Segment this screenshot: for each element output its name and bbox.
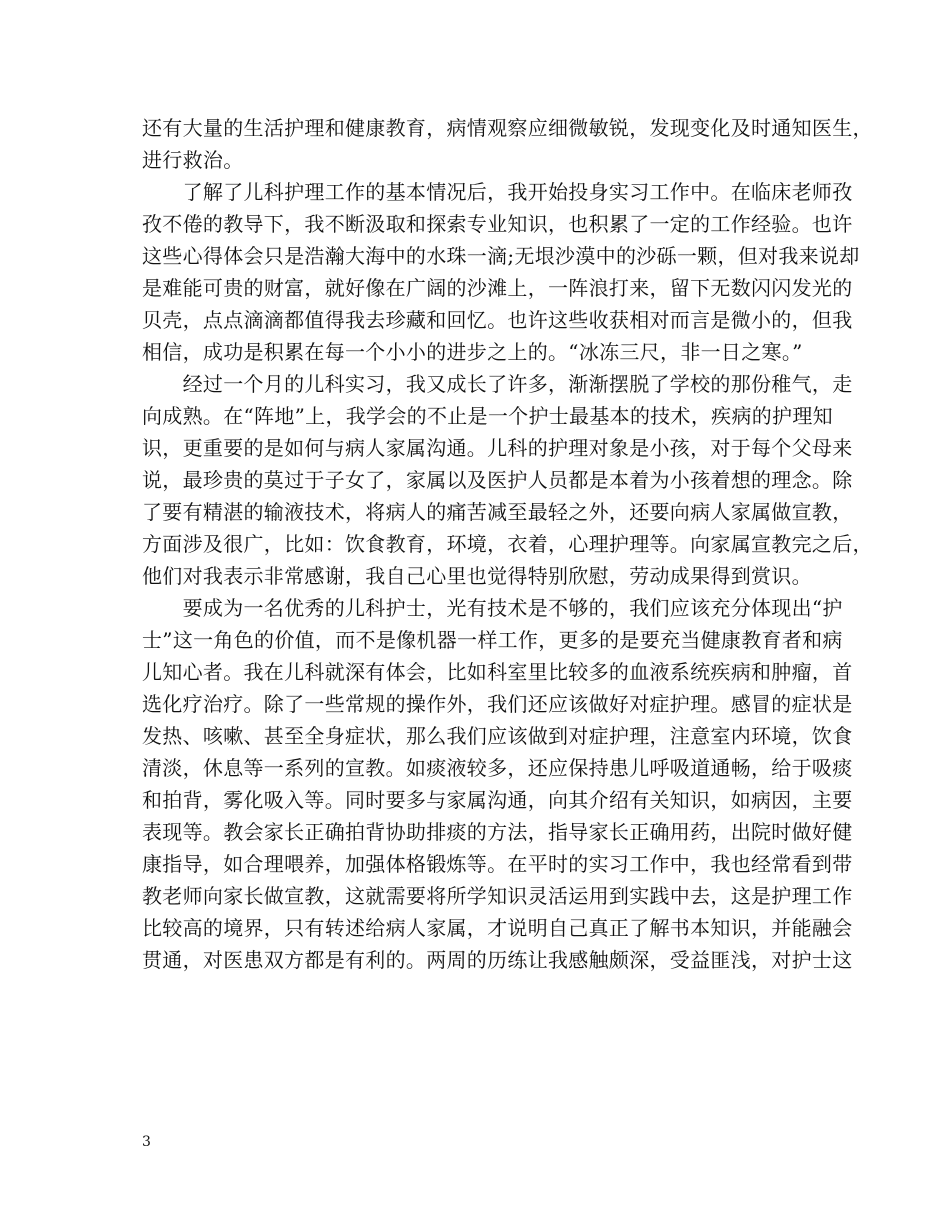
text-line: 康指导，如合理喂养，加强体格锻炼等。在平时的实习工作中，我也经常看到带 [142, 852, 853, 876]
text-line: 要成为一名优秀的儿科护士，光有技术是不够的，我们应该充分体现出“护 [142, 596, 843, 620]
text-line: 选化疗治疗。除了一些常规的操作外，我们还应该做好对症护理。感冒的症状是 [142, 692, 853, 716]
text-line: 士”这一角色的价值，而不是像机器一样工作，更多的是要充当健康教育者和病 [142, 628, 843, 652]
text-line: 和拍背，雾化吸入等。同时要多与家属沟通，向其介绍有关知识，如病因，主要 [142, 788, 853, 812]
text-line: 方面涉及很广，比如：饮食教育，环境，衣着，心理护理等。向家属宣教完之后， [142, 532, 873, 556]
text-line: 这些心得体会只是浩瀚大海中的水珠一滴;无垠沙漠中的沙砾一颗，但对我来说却 [142, 244, 860, 268]
text-line: 了解了儿科护理工作的基本情况后，我开始投身实习工作中。在临床老师孜 [142, 180, 853, 204]
text-line: 贝壳，点点滴滴都值得我去珍藏和回忆。也许这些收获相对而言是微小的，但我 [142, 308, 853, 332]
text-line: 他们对我表示非常感谢，我自己心里也觉得特别欣慰，劳动成果得到赏识。 [142, 564, 812, 588]
text-line: 还有大量的生活护理和健康教育，病情观察应细微敏锐，发现变化及时通知医生， [142, 116, 873, 140]
text-line: 表现等。教会家长正确拍背协助排痰的方法，指导家长正确用药，出院时做好健 [142, 820, 853, 844]
text-line: 发热、咳嗽、甚至全身症状，那么我们应该做到对症护理，注意室内环境，饮食 [142, 724, 853, 748]
text-line: 了要有精湛的输液技术，将病人的痛苦减至最轻之外，还要向病人家属做宣教， [142, 500, 853, 524]
text-line: 儿知心者。我在儿科就深有体会，比如科室里比较多的血液系统疾病和肿瘤，首 [142, 660, 853, 684]
text-line: 贯通，对医患双方都是有利的。两周的历练让我感触颇深，受益匪浅，对护士这 [142, 948, 853, 972]
text-line: 是难能可贵的财富，就好像在广阔的沙滩上，一阵浪打来，留下无数闪闪发光的 [142, 276, 853, 300]
text-line: 说，最珍贵的莫过于子女了，家属以及医护人员都是本着为小孩着想的理念。除 [142, 468, 853, 492]
text-line: 教老师向家长做宣教，这就需要将所学知识灵活运用到实践中去，这是护理工作 [142, 884, 853, 908]
body-text [142, 112, 873, 976]
text-line: 清淡，休息等一系列的宣教。如痰液较多，还应保持患儿呼吸道通畅，给于吸痰 [142, 756, 853, 780]
text-line: 向成熟。在“阵地”上，我学会的不止是一个护士最基本的技术，疾病的护理知 [142, 404, 833, 428]
text-line: 比较高的境界，只有转述给病人家属，才说明自己真正了解书本知识，并能融会 [142, 916, 853, 940]
text-line: 经过一个月的儿科实习，我又成长了许多，渐渐摆脱了学校的那份稚气，走 [142, 372, 853, 396]
text-line: 相信，成功是积累在每一个小小的进步之上的。“冰冻三尺，非一日之寒。” [142, 340, 803, 364]
text-line: 孜不倦的教导下，我不断汲取和探索专业知识，也积累了一定的工作经验。也许 [142, 212, 853, 236]
text-line: 识，更重要的是如何与病人家属沟通。儿科的护理对象是小孩，对于每个父母来 [142, 436, 853, 460]
page-number: 3 [142, 1134, 151, 1150]
text-line: 进行救治。 [142, 148, 244, 172]
